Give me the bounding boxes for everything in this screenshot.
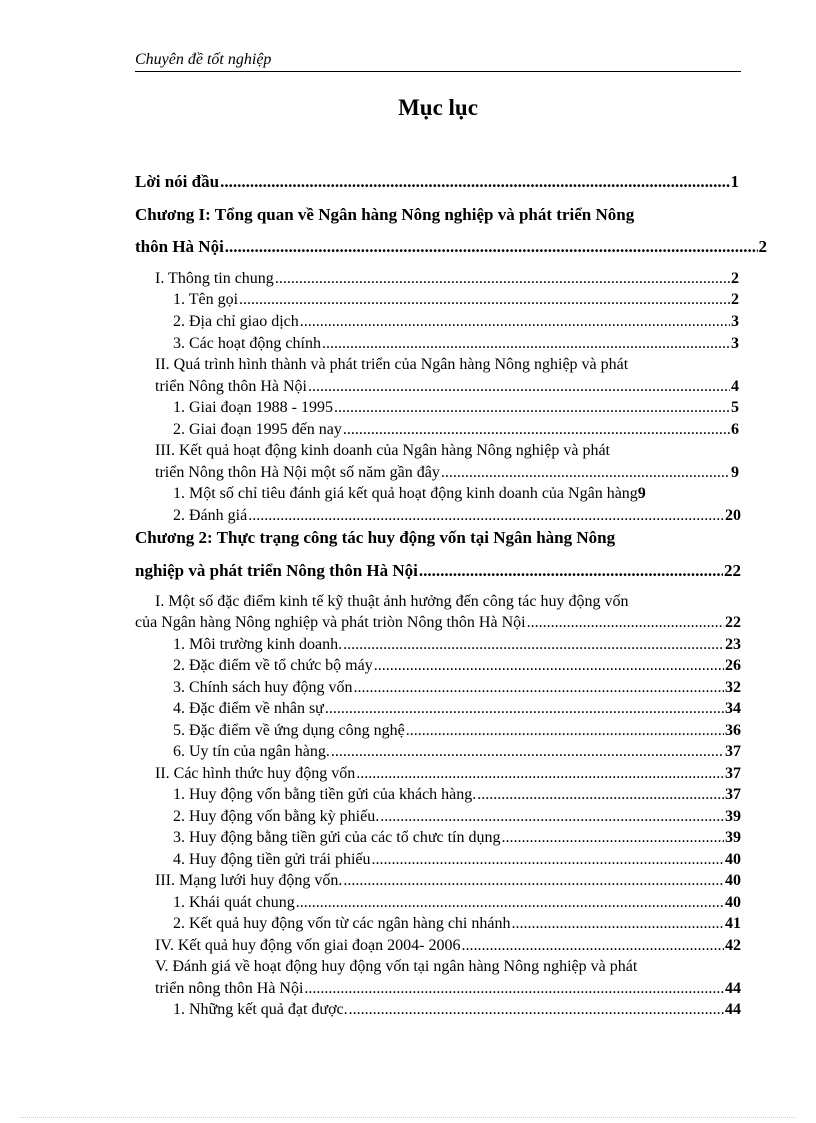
page-bottom-divider xyxy=(20,1117,796,1118)
toc-entry[interactable]: 4. Huy động tiền gửi trái phiếu ..... 40 xyxy=(173,851,741,869)
toc-entry[interactable]: 5. Đặc điểm về ứng dụng công nghệ ..... 36 xyxy=(173,722,741,740)
toc-entry[interactable]: II. Các hình thức huy động vốn ..... 37 xyxy=(155,765,741,783)
toc-entry[interactable]: 1. Môi trường kinh doanh. ..... 23 xyxy=(173,636,741,654)
toc-entry[interactable]: 2. Địa chỉ giao dịch ..... 3 xyxy=(173,313,739,331)
toc-entry[interactable]: 6. Uy tín của ngân hàng. ..... 37 xyxy=(173,743,741,761)
toc-entry[interactable]: 2. Giai đoạn 1995 đến nay ..... 6 xyxy=(173,421,739,439)
toc-entry[interactable]: 1. Khái quát chung ..... 40 xyxy=(173,894,741,912)
page-title: Mục lục xyxy=(398,95,478,120)
toc-entry[interactable]: triển nông thôn Hà Nội ..... 44 xyxy=(155,980,741,998)
toc-entry[interactable]: của Ngân hàng Nông nghiệp và phát triòn Nông thôn Hà Nội ..... 22 xyxy=(135,614,741,632)
toc-section-line1: V. Đánh giá về hoạt động huy động vốn tại ngân hàng Nông nghiệp và phát xyxy=(155,958,638,975)
toc-section-line1: I. Một số đặc điểm kinh tế kỹ thuật ảnh hưởng đến công tác huy động vốn xyxy=(155,593,629,610)
toc-entry[interactable]: 4. Đặc điểm về nhân sự ..... 34 xyxy=(173,700,741,718)
toc-entry[interactable]: 3. Chính sách huy động vốn ..... 32 xyxy=(173,679,741,697)
toc-entry[interactable]: 1. Huy động vốn bằng tiền gửi của khách hàng. ..... 37 xyxy=(173,786,741,804)
toc-entry[interactable]: 1. Giai đoạn 1988 - 1995 ..... 5 xyxy=(173,399,739,417)
toc-entry[interactable]: 3. Các hoạt động chính ..... 3 xyxy=(173,335,739,353)
toc-entry[interactable]: 1. Một số chỉ tiêu đánh giá kết quả hoạt động kinh doanh của Ngân hàng 9 xyxy=(173,485,646,502)
toc-entry[interactable]: 2. Đặc điểm về tổ chức bộ máy ..... 26 xyxy=(173,657,741,675)
toc-entry-chapter-1[interactable]: thôn Hà Nội ..... 2 xyxy=(135,237,767,257)
toc-section-line1: II. Quá trình hình thành và phát triển của Ngân hàng Nông nghiệp và phát xyxy=(155,356,629,373)
toc-entry-preface[interactable]: Lời nói đầu ..... 1 xyxy=(135,172,739,192)
toc-chapter-2-line1: Chương 2: Thực trạng công tác huy động vốn tại Ngân hàng Nông xyxy=(135,528,616,547)
toc-entry[interactable]: 2. Đánh giá ..... 20 xyxy=(173,507,741,525)
toc-entry[interactable]: 1. Tên gọi ..... 2 xyxy=(173,291,739,309)
running-header: Chuyên đề tốt nghiệp xyxy=(135,50,741,72)
toc-chapter-1-line1: Chương I: Tổng quan về Ngân hàng Nông nghiệp và phát triển Nông xyxy=(135,205,635,224)
toc-section-line1: III. Kết quả hoạt động kinh doanh của Ngân hàng Nông nghiệp và phát xyxy=(155,442,610,459)
toc-entry[interactable]: 1. Những kết quả đạt được. ..... 44 xyxy=(173,1001,741,1019)
toc-entry[interactable]: I. Thông tin chung ..... 2 xyxy=(155,270,739,288)
toc-entry[interactable]: triển Nông thôn Hà Nội một số năm gần đây ..... 9 xyxy=(155,464,739,482)
toc-entry-chapter-2[interactable]: nghiệp và phát triển Nông thôn Hà Nội ..... 22 xyxy=(135,561,741,581)
toc-entry[interactable]: IV. Kết quả huy động vốn giai đoạn 2004- 2006 ..... 42 xyxy=(155,937,741,955)
toc-entry[interactable]: 2. Kết quả huy động vốn từ các ngân hàng chi nhánh ..... 41 xyxy=(173,915,741,933)
toc-entry[interactable]: 2. Huy động vốn bằng kỳ phiếu. ..... 39 xyxy=(173,808,741,826)
toc-entry[interactable]: triển Nông thôn Hà Nội ..... 4 xyxy=(155,378,739,396)
toc-entry[interactable]: III. Mạng lưới huy động vốn. ..... 40 xyxy=(155,872,741,890)
toc-entry[interactable]: 3. Huy động bằng tiền gửi của các tổ chưc tín dụng ..... 39 xyxy=(173,829,741,847)
